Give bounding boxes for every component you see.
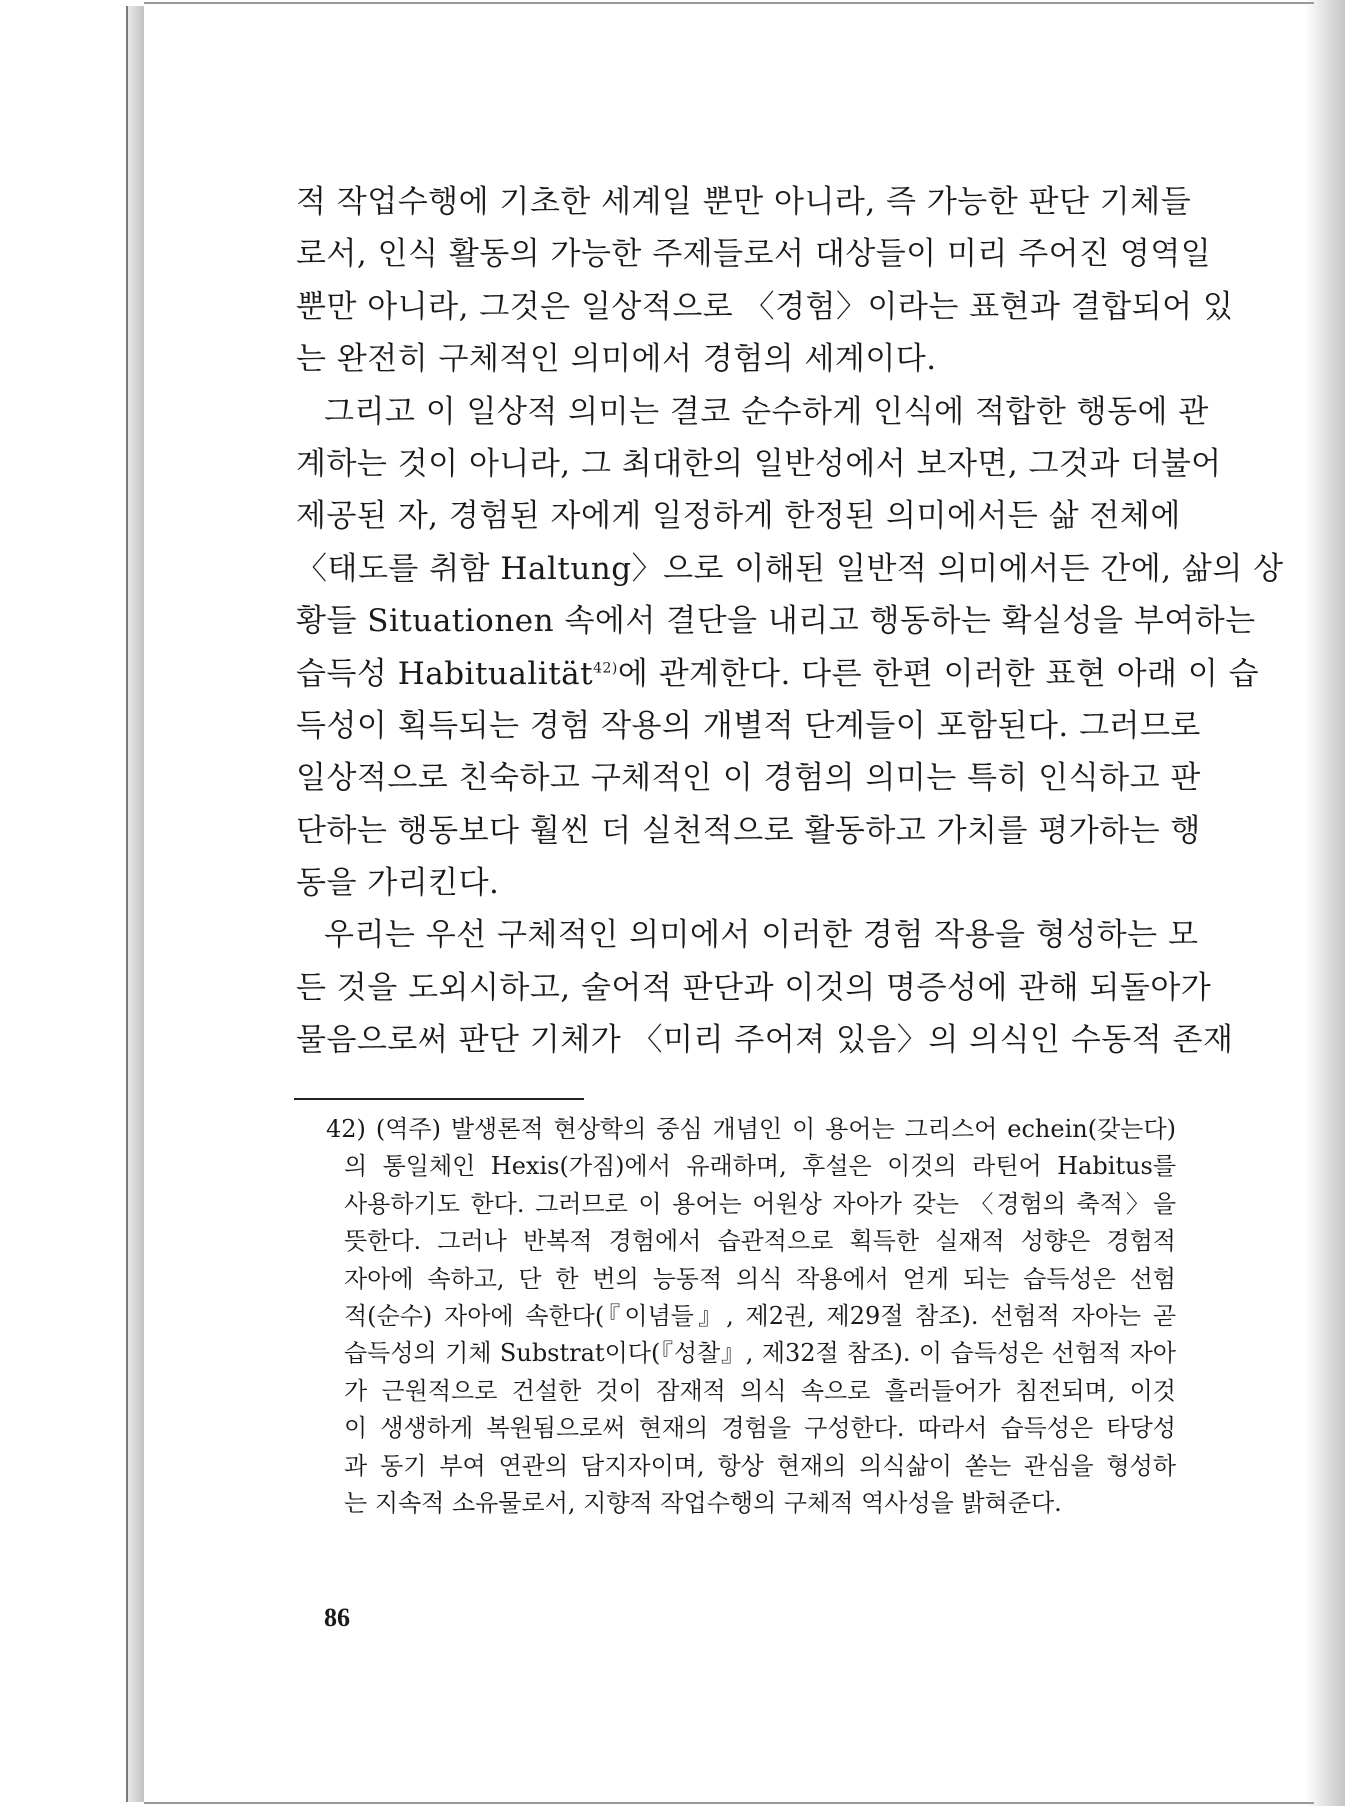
body-line: 단하는 행동보다 훨씬 더 실천적으로 활동하고 가치를 평가하는 행 [296, 812, 1201, 849]
footnote-line: 이 생생하게 복원됨으로써 현재의 경험을 구성한다. 따라서 습득성은 타당성 [344, 1414, 1176, 1443]
footnote-line: 는 지속적 소유물로서, 지향적 작업수행의 구체적 역사성을 밝혀준다. [344, 1488, 1062, 1517]
footnote-line: 적(순수) 자아에 속한다(『이념들』, 제2권, 제29절 참조). 선험적 자아는 곧 [344, 1301, 1176, 1330]
body-line: 일상적으로 친숙하고 구체적인 이 경험의 의미는 특히 인식하고 판 [296, 760, 1201, 797]
body-line: 그리고 이 일상적 의미는 결코 순수하게 인식에 적합한 행동에 관 [324, 393, 1209, 430]
body-line: 뿐만 아니라, 그것은 일상적으로 〈경험〉이라는 표현과 결합되어 있 [296, 288, 1234, 325]
body-line: 우리는 우선 구체적인 의미에서 이러한 경험 작용을 형성하는 모 [324, 917, 1199, 954]
footnote-42 [326, 1111, 1176, 1522]
book-spine [126, 6, 146, 1802]
body-line: 물음으로써 판단 기체가 〈미리 주어져 있음〉의 의식인 수동적 존재 [296, 1022, 1234, 1059]
body-line-with-footnote [296, 648, 1260, 700]
footnote-line: 의 통일체인 Hexis(가짐)에서 유래하며, 후설은 이것의 라틴어 Habitus를 [344, 1152, 1177, 1181]
footnote-line: 습득성의 기체 Substrat이다(『성찰』, 제32절 참조). 이 습득성은 선험적 자아 [344, 1339, 1176, 1368]
body-line-rest: 에 관계한다. 다른 한편 이러한 표현 아래 이 습 [617, 655, 1260, 692]
body-line: 는 완전히 구체적인 의미에서 경험의 세계이다. [296, 341, 937, 378]
page-edge-shadow [1305, 0, 1345, 1806]
footnote-divider [294, 1098, 584, 1100]
body-line: 동을 가리킨다. [296, 865, 500, 902]
footnote-reference[interactable]: 42) [593, 660, 618, 677]
body-line: 든 것을 도외시하고, 술어적 판단과 이것의 명증성에 관해 되돌아가 [296, 969, 1212, 1006]
footnote-line: 과 동기 부여 연관의 담지자이며, 항상 현재의 의식삶이 쏟는 관심을 형성하 [344, 1451, 1176, 1480]
habitualitaet-term: 습득성 Habitualität [296, 655, 594, 692]
body-line: 로서, 인식 활동의 가능한 주제들로서 대상들이 미리 주어진 영역일 [296, 236, 1212, 273]
body-line: 득성이 획득되는 경험 작용의 개별적 단계들이 포함된다. 그러므로 [296, 707, 1201, 744]
body-line: 계하는 것이 아니라, 그 최대한의 일반성에서 보자면, 그것과 더불어 [296, 445, 1222, 482]
footnote-line: 자아에 속하고, 단 한 번의 능동적 의식 작용에서 얻게 되는 습득성은 선험 [344, 1264, 1176, 1293]
body-text [296, 176, 1284, 1067]
body-line: 〈태도를 취함 Haltung〉으로 이해된 일반적 의미에서든 간에, 삶의 상 [296, 550, 1284, 587]
footnote-line: 사용하기도 한다. 그러므로 이 용어는 어원상 자아가 갖는 〈경험의 축적〉을 [344, 1189, 1176, 1218]
body-line: 제공된 자, 경험된 자에게 일정하게 한정된 의미에서든 삶 전체에 [296, 498, 1181, 535]
footnote-line: 42) (역주) 발생론적 현상학의 중심 개념인 이 용어는 그리스어 echein(갖는다) [326, 1115, 1176, 1143]
body-line: 적 작업수행에 기초한 세계일 뿐만 아니라, 즉 가능한 판단 기체들 [296, 184, 1192, 220]
footnote-line: 뜻한다. 그러나 반복적 경험에서 습관적으로 획득한 실재적 성향은 경험적 [344, 1227, 1176, 1256]
body-line: 황들 Situationen 속에서 결단을 내리고 행동하는 확실성을 부여하는 [296, 603, 1256, 640]
page-number: 86 [324, 1603, 350, 1632]
footnote-line: 가 근원적으로 건설한 것이 잠재적 의식 속으로 흘러들어가 침전되며, 이것 [344, 1376, 1176, 1405]
